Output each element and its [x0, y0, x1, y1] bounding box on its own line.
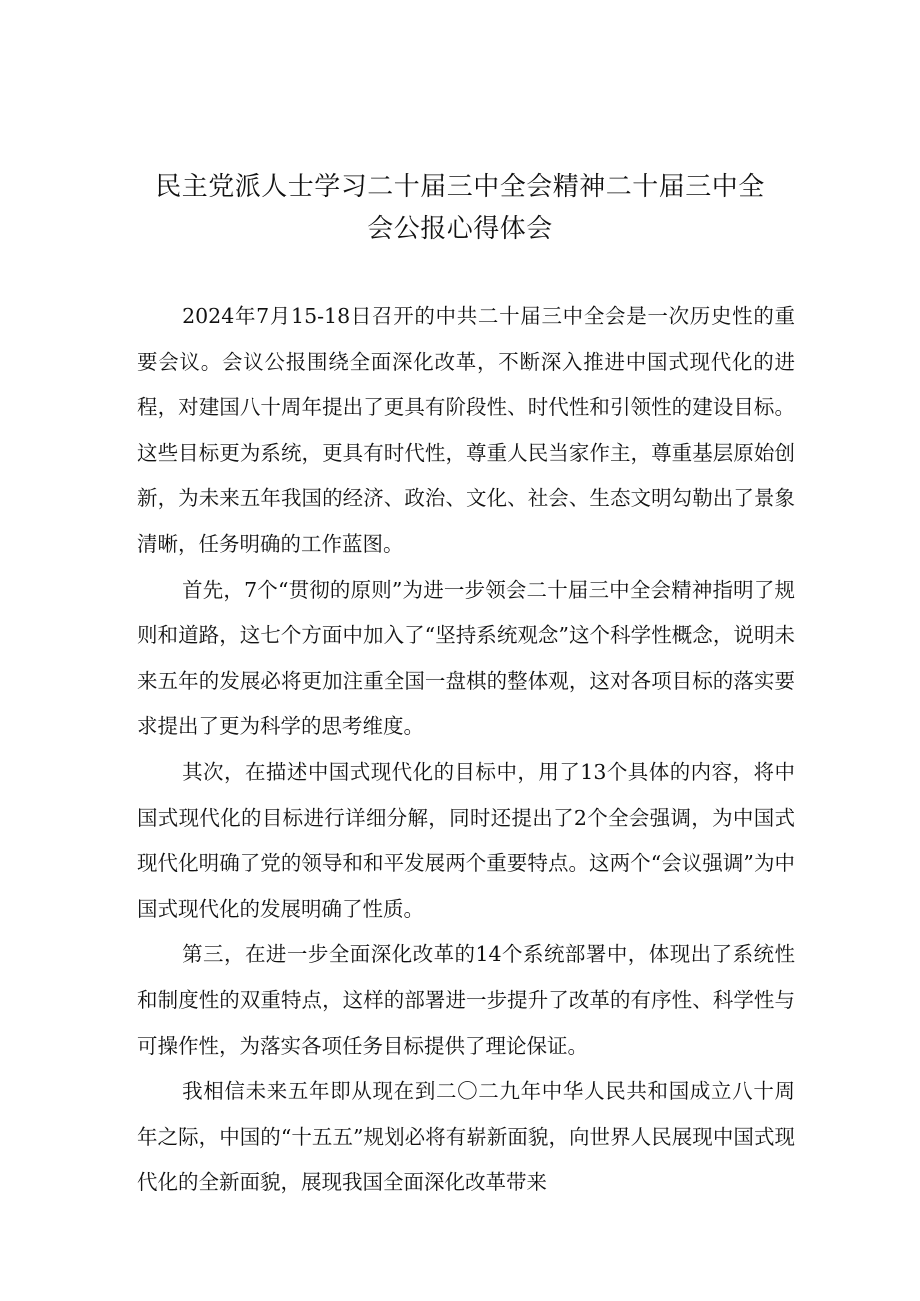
paragraph-intro: 2024年7月15-18日召开的中共二十届三中全会是一次历史性的重要会议。会议公报围绕全面深化改革，不断深入推进中国式现代化的进程，对建国八十周年提出了更具有阶段性、时代性和引领性的建设目标。这些目标更为系统，更具有时代性，尊重人民当家作主，尊重基层原始创新，为未来五年我国的经济、政治、文化、社会、生态文明勾勒出了景象清晰，任务明确的工作蓝图。 — [137, 304, 795, 556]
document-body — [137, 294, 795, 1206]
paragraph-third: 第三，在进一步全面深化改革的14个系统部署中，体现出了系统性和制度性的双重特点，这样的部署进一步提升了改革的有序性、科学性与可操作性，为落实各项任务目标提供了理论保证。 — [137, 942, 795, 1058]
document-title-line-1: 民主党派人士学习二十届三中全会精神二十届三中全 — [155, 172, 765, 202]
paragraph-conclusion: 我相信未来五年即从现在到二〇二九年中华人民共和国成立八十周年之际，中国的“十五五”规划必将有崭新面貌，向世界人民展现中国式现代化的全新面貌，展现我国全面深化改革带来 — [137, 1079, 795, 1195]
paragraph-first: 首先，7个“贯彻的原则”为进一步领会二十届三中全会精神指明了规则和道路，这七个方面中加入了“坚持系统观念”这个科学性概念，说明未来五年的发展必将更加注重全国一盘棋的整体观，这对各项目标的落实要求提出了更为科学的思考维度。 — [137, 577, 795, 739]
document-title-line-2: 会公报心得体会 — [367, 214, 553, 244]
paragraph-second: 其次，在描述中国式现代化的目标中，用了13个具体的内容，将中国式现代化的目标进行详细分解，同时还提出了2个全会强调，为中国式现代化明确了党的领导和和平发展两个重要特点。这两个“会议强调”为中国式现代化的发展明确了性质。 — [137, 759, 795, 921]
